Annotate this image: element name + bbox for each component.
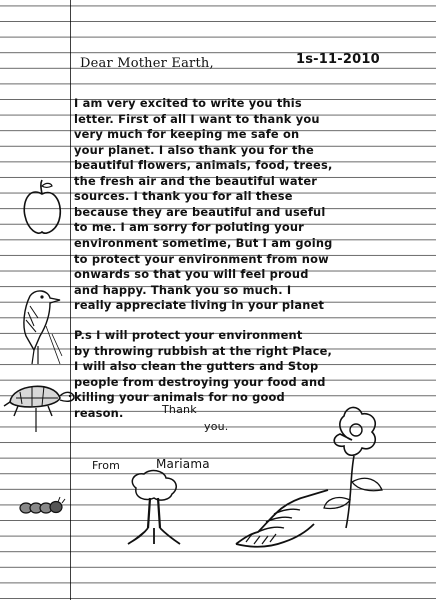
letter-line: because they are beautiful and useful — [74, 205, 326, 219]
ps-line: by throwing rubbish at the right Place, — [74, 344, 333, 358]
ps-line: I will also clean the gutters and Stop — [74, 359, 319, 373]
signature-name: Mariama — [156, 457, 210, 471]
hand-drawing — [232, 484, 342, 554]
letter-line: and happy. Thank you so much. I — [74, 283, 292, 297]
letter-line: sources. I thank you for all these — [74, 189, 293, 203]
closing-you: you. — [204, 420, 229, 433]
letter-line: really appreciate living in your planet — [74, 298, 325, 312]
letter-line: onwards so that you will feel proud — [74, 267, 309, 281]
bird-drawing — [8, 286, 72, 366]
letter-line: the fresh air and the beautiful water — [74, 174, 318, 188]
closing-thank: Thank — [162, 403, 197, 416]
letter-line: to me. I am sorry for poluting your — [74, 220, 304, 234]
caterpillar-drawing — [18, 496, 66, 518]
letter-line: to protect your environment from now — [74, 252, 329, 266]
ps-line: people from destroying your food and — [74, 375, 326, 389]
letter-line: very much for keeping me safe on — [74, 127, 300, 141]
ps-line: P.s I will protect your environment — [74, 328, 303, 342]
letter-line: beautiful flowers, animals, food, trees, — [74, 158, 333, 172]
letter-line: your planet. I also thank you for the — [74, 143, 314, 157]
ps-line: reason. — [74, 406, 124, 420]
letter-line: I am very excited to write you this — [74, 96, 302, 110]
letter-line: letter. First of all I want to thank you — [74, 112, 320, 126]
closing-from: From — [92, 459, 121, 472]
letter-line: environment sometime, But I am going — [74, 236, 333, 250]
apple-drawing — [20, 180, 64, 242]
salutation: Dear Mother Earth, — [80, 56, 214, 71]
letter-date: 1s-11-2010 — [296, 52, 380, 67]
ps-line: killing your animals for no good — [74, 390, 285, 404]
tortoise-drawing — [2, 372, 76, 432]
tree-drawing — [124, 470, 184, 546]
